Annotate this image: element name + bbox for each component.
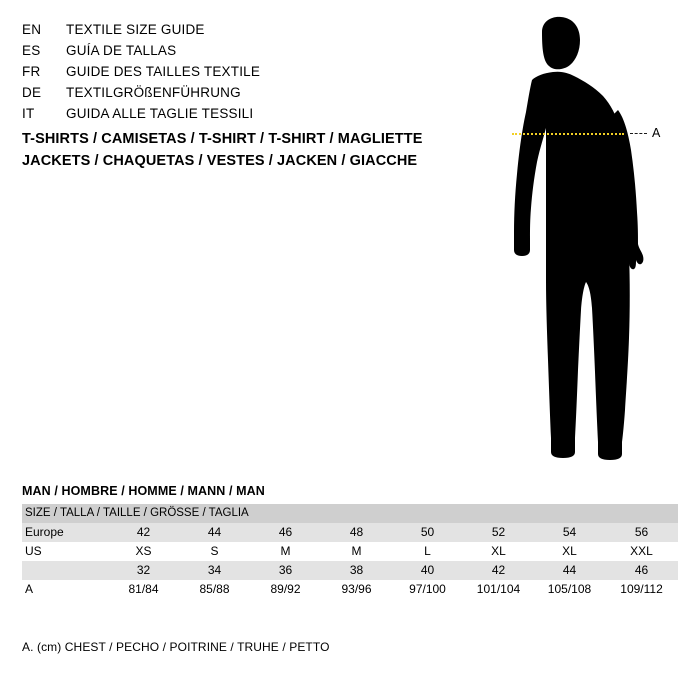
cell: XL	[534, 542, 605, 561]
cell: 46	[250, 523, 321, 542]
language-row-en	[22, 22, 442, 43]
language-row-fr	[22, 64, 442, 85]
category-block	[22, 128, 472, 172]
cell: S	[179, 542, 250, 561]
language-title-fr: GUIDE DES TAILLES TEXTILE	[66, 64, 261, 79]
cell: XS	[108, 542, 179, 561]
cell: 36	[250, 561, 321, 580]
cell: 89/92	[250, 580, 321, 599]
cell: 97/100	[392, 580, 463, 599]
chest-measure-line	[512, 133, 624, 135]
language-row-es	[22, 43, 442, 64]
table-row	[22, 561, 678, 580]
category-tshirts: T-SHIRTS / CAMISETAS / T-SHIRT / T-SHIRT / MAGLIETTE	[22, 131, 423, 147]
language-code-de: DE	[22, 85, 42, 100]
measurement-footnote: A. (cm) CHEST / PECHO / POITRINE / TRUHE / PETTO	[22, 640, 330, 654]
cell: 56	[605, 523, 678, 542]
language-code-fr: FR	[22, 64, 41, 79]
language-code-es: ES	[22, 43, 41, 58]
cell: 44	[179, 523, 250, 542]
cell: 101/104	[463, 580, 534, 599]
table-row	[22, 580, 678, 599]
cell: 85/88	[179, 580, 250, 599]
cell: 42	[463, 561, 534, 580]
language-title-en: TEXTILE SIZE GUIDE	[66, 22, 205, 37]
cell: 105/108	[534, 580, 605, 599]
cell: M	[250, 542, 321, 561]
chest-leader-line	[630, 133, 647, 134]
cell: 109/112	[605, 580, 678, 599]
table-row	[22, 523, 678, 542]
row-label-a: A	[22, 580, 108, 599]
cell: 52	[463, 523, 534, 542]
row-label-us-numeric	[22, 561, 108, 580]
gender-heading: MAN / HOMBRE / HOMME / MANN / MAN	[22, 484, 265, 498]
table-row	[22, 542, 678, 561]
row-label-europe: Europe	[22, 523, 108, 542]
cell: 48	[321, 523, 392, 542]
language-title-de: TEXTILGRÖßENFÜHRUNG	[66, 85, 241, 100]
cell: 81/84	[108, 580, 179, 599]
cell: 50	[392, 523, 463, 542]
chest-measure-label: A	[652, 126, 661, 140]
cell: 40	[392, 561, 463, 580]
cell: 46	[605, 561, 678, 580]
cell: 93/96	[321, 580, 392, 599]
cell: 38	[321, 561, 392, 580]
language-title-it: GUIDA ALLE TAGLIE TESSILI	[66, 106, 254, 121]
table-header-label: SIZE / TALLA / TAILLE / GRÖSSE / TAGLIA	[22, 504, 678, 523]
category-jackets: JACKETS / CHAQUETAS / VESTES / JACKEN / GIACCHE	[22, 153, 418, 169]
language-code-en: EN	[22, 22, 42, 37]
cell: 34	[179, 561, 250, 580]
cell: XXL	[605, 542, 678, 561]
cell: 32	[108, 561, 179, 580]
table-header-row	[22, 504, 678, 523]
language-row-it	[22, 106, 442, 127]
cell: 44	[534, 561, 605, 580]
size-table-area	[22, 484, 678, 599]
language-row-de	[22, 85, 442, 106]
cell: L	[392, 542, 463, 561]
cell: 42	[108, 523, 179, 542]
cell: 54	[534, 523, 605, 542]
language-code-it: IT	[22, 106, 35, 121]
male-silhouette-icon	[470, 10, 700, 470]
language-title-block	[22, 22, 442, 127]
size-table	[22, 504, 678, 599]
cell: XL	[463, 542, 534, 561]
language-title-es: GUÍA DE TALLAS	[66, 43, 177, 58]
cell: M	[321, 542, 392, 561]
row-label-us: US	[22, 542, 108, 561]
